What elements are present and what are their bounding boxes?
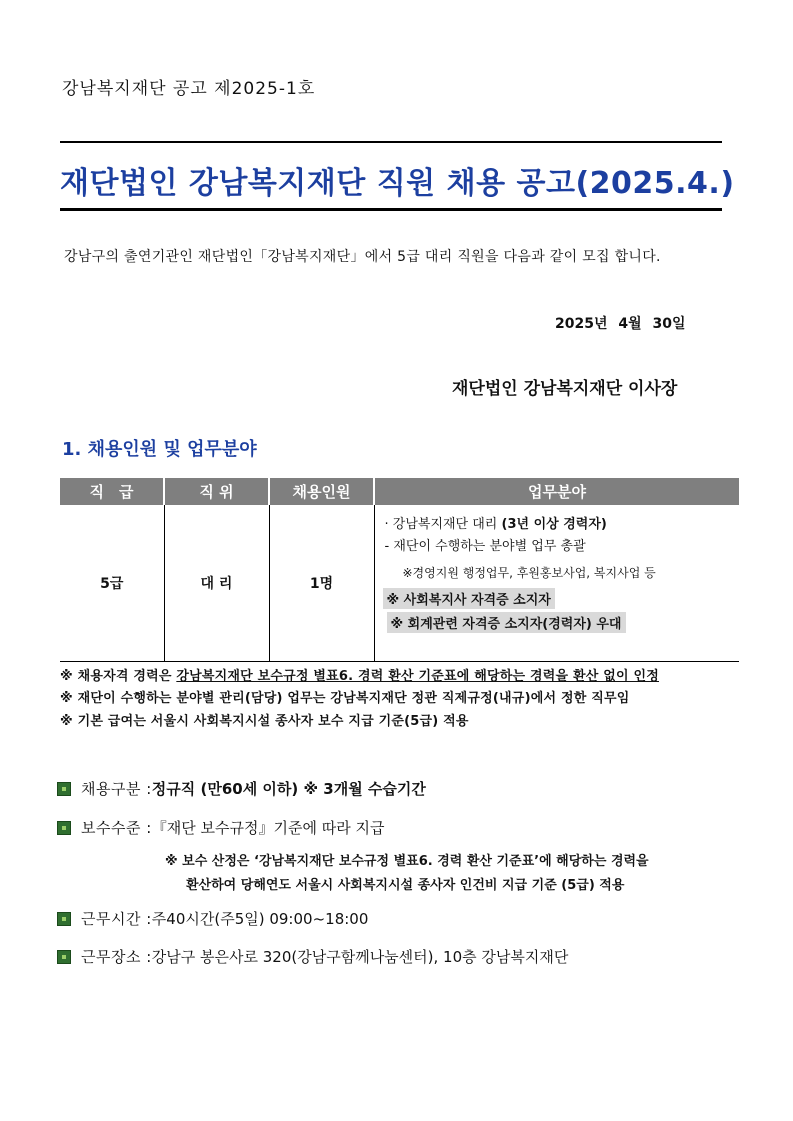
header-duty: 업무분야	[374, 478, 739, 505]
note-2: ※ 재단이 수행하는 분야별 관리(담당) 업무는 강남복지재단 정관 직제규정(내규)에서 정한 직무임	[60, 691, 630, 706]
duty-line-3: ※경영지원 행정업무, 후원홍보사업, 복지사업 등	[402, 566, 656, 580]
square-bullet-icon	[57, 782, 71, 796]
page-title: 재단법인 강남복지재단 직원 채용 공고(2025.4.)	[60, 166, 735, 201]
employment-type-row: 채용구분 : 정규직 (만60세 이하) ※ 3개월 수습기간	[57, 778, 426, 799]
duty-highlight-2: ※ 회계관련 자격증 소지자(경력자) 우대	[375, 609, 740, 633]
square-bullet-icon	[57, 950, 71, 964]
notice-date: 2025년 4월 30일	[555, 316, 686, 332]
hiring-table	[60, 478, 739, 662]
table-row	[60, 505, 739, 662]
header-grade: 직 급	[60, 478, 164, 505]
note-3: ※ 기본 급여는 서울시 사회복지시설 종사자 보수 지급 기준(5급) 적용	[60, 714, 469, 729]
cell-position: 대 리	[164, 505, 269, 662]
square-bullet-icon	[57, 821, 71, 835]
work-hours-row: 근무시간 : 주40시간(주5일) 09:00~18:00	[57, 908, 368, 929]
note-1: ※ 채용자격 경력은 강남복지재단 보수규정 별표6. 경력 환산 기준표에 해당하는 경력을 환산 없이 인정	[60, 669, 659, 684]
cell-count: 1명	[269, 505, 374, 662]
cell-duty	[374, 505, 739, 662]
header-count: 채용인원	[269, 478, 374, 505]
pay-level-row: 보수수준 : 『재단 보수규정』기준에 따라 지급	[57, 817, 384, 838]
intro-text: 강남구의 출연기관인 재단법인「강남복지재단」에서 5급 대리 직원을 다음과 같이 모집 합니다.	[64, 249, 661, 265]
header-position: 직 위	[164, 478, 269, 505]
title-bottom-rule	[60, 208, 722, 211]
square-bullet-icon	[57, 912, 71, 926]
pay-note-1: ※ 보수 산정은 ‘강남복지재단 보수규정 별표6. 경력 환산 기준표’에 해당하는 경력을	[165, 854, 649, 869]
work-place-row: 근무장소 : 강남구 봉은사로 320(강남구함께나눔센터), 10층 강남복지재단	[57, 946, 568, 967]
section-title: 1. 채용인원 및 업무분야	[62, 439, 257, 460]
duty-line-1: · 강남복지재단 대리 (3년 이상 경력자)	[384, 517, 607, 532]
cell-grade: 5급	[60, 505, 164, 662]
duty-highlight-1: ※ 사회복지사 자격증 소지자	[375, 585, 740, 609]
pay-note-2: 환산하여 당해연도 서울시 사회복지시설 종사자 인건비 지급 기준 (5급) 적용	[186, 878, 625, 893]
signer: 재단법인 강남복지재단 이사장	[452, 379, 678, 399]
notice-number: 강남복지재단 공고 제2025-1호	[62, 79, 316, 99]
title-top-rule	[60, 141, 722, 143]
duty-line-2: - 재단이 수행하는 분야별 업무 총괄	[384, 539, 586, 554]
table-header-row	[60, 478, 739, 505]
